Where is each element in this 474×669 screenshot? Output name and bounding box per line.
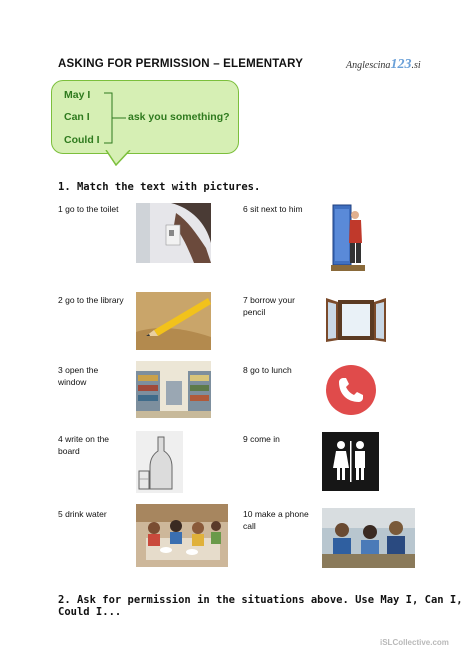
item-2-text: 2 go to the library [58, 295, 124, 305]
hand-washing-photo-icon [136, 203, 211, 263]
item-8-text: 8 go to lunch [243, 365, 292, 375]
toilet-sign-icon [322, 432, 379, 491]
speech-bubble [51, 80, 239, 154]
man-at-door-icon [331, 203, 369, 273]
speech-bubble-tail-icon [104, 150, 134, 166]
logo-text: Anglescina [346, 60, 391, 71]
phone-icon [325, 364, 377, 416]
brace-icon [102, 91, 128, 145]
watermark: iSLCollective.com [380, 638, 449, 647]
section-1-heading: 1. Match the text with pictures. [58, 181, 261, 193]
item-9-text: 9 come in [243, 434, 280, 444]
item-5-text: 5 drink water [58, 509, 107, 519]
worksheet-title: ASKING FOR PERMISSION – ELEMENTARY [58, 58, 304, 70]
bubble-word-can-i: Can I [64, 111, 90, 123]
item-4-text: 4 write on the board [58, 434, 110, 456]
bubble-phrase: ask you something? [128, 111, 230, 123]
section-2-heading: 2. Ask for permission in the situations above. Use May I, Can I, Could I... [58, 594, 463, 618]
item-3-text: 3 open the window [58, 365, 99, 387]
bubble-word-could-i: Could I [64, 134, 100, 146]
bubble-word-may-i: May I [64, 89, 91, 101]
students-in-classroom-photo-icon [322, 508, 415, 568]
bottle-glass-photo-icon [136, 431, 183, 493]
open-window-icon [324, 294, 388, 344]
item-10-text: 10 make a phone call [243, 509, 309, 531]
item-6-text: 6 sit next to him [243, 204, 303, 214]
library-shelves-photo-icon [136, 361, 211, 418]
pencil-photo-icon [136, 292, 211, 350]
logo-suffix: .si [411, 60, 421, 71]
item-7-text: 7 borrow your pencil [243, 295, 295, 317]
children-eating-lunch-photo-icon [136, 504, 228, 567]
logo-number: 123 [390, 57, 412, 72]
site-logo [346, 57, 421, 73]
item-1-text: 1 go to the toilet [58, 204, 119, 214]
